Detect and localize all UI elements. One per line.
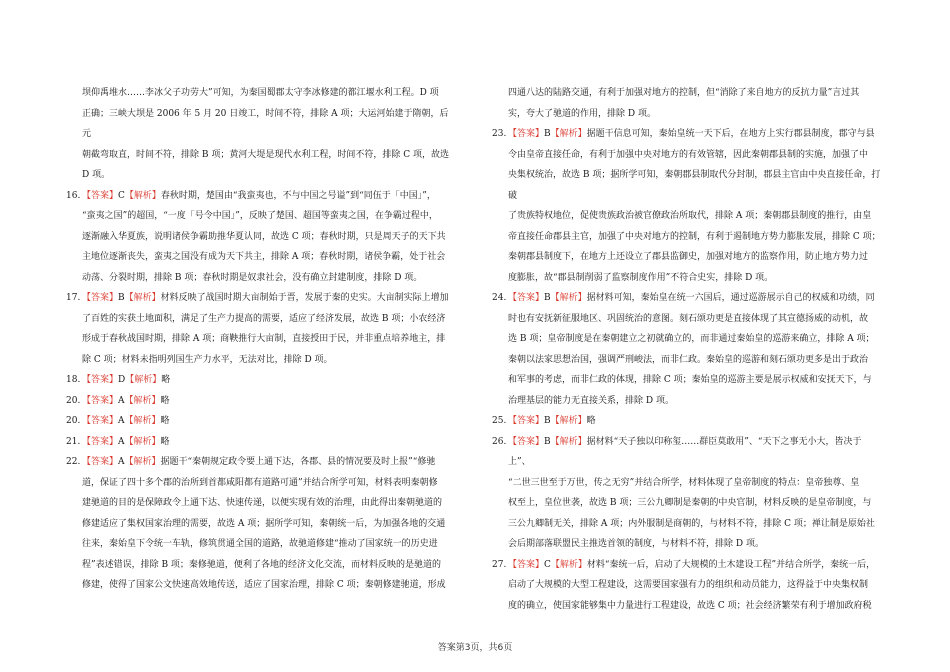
answer-line	[508, 514, 882, 535]
analysis-text: 和军事的考虑，而非仁政的体现，排除 C 项；秦始皇的巡游主要是展示权威和安抚天下，与	[508, 375, 872, 385]
answer-line	[508, 350, 882, 371]
analysis-label: 【解析】	[124, 395, 161, 406]
answer-item-body	[66, 432, 456, 453]
analysis-label: 【解析】	[550, 436, 587, 447]
answer-line	[508, 370, 882, 391]
answer-line	[508, 145, 882, 166]
question-number: 23.	[492, 129, 507, 139]
answer-line	[508, 329, 882, 350]
analysis-label: 【解析】	[124, 457, 161, 467]
analysis-text: 三公九卿制无关，排除 A 项；内外服制是商朝的，与材料不符，排除 C 项；禅让制是原始社	[508, 518, 875, 529]
answer-item-body	[492, 432, 882, 555]
answer-item	[66, 288, 456, 370]
question-number: 20.	[66, 416, 81, 426]
answer-line	[508, 268, 882, 289]
right-column	[492, 83, 882, 616]
answer-line	[492, 411, 882, 432]
answer-line	[82, 309, 456, 330]
analysis-text: 治理基层的能力无直接关系，排除 D 项。	[508, 395, 674, 406]
answer-letter: B	[544, 436, 551, 447]
answer-letter: B	[544, 129, 551, 139]
answer-label: 【答案】	[82, 293, 119, 303]
analysis-text: 修建，使得了国家公文快速高效地传送，适应了国家治理，排除 C 项；秦朝修建驰道，形成	[82, 580, 446, 590]
analysis-text: 材料反映了战国时期大亩制始于晋，发展于秦的史实。大亩制实际上增加	[160, 293, 449, 303]
answer-line	[82, 534, 456, 555]
analysis-text: 会后期部落联盟民主推选首领的制度，与材料不符，排除 D 项。	[508, 539, 764, 549]
answer-line	[82, 514, 456, 535]
answer-item-body	[492, 124, 882, 288]
continued-line: 朝截弯取直，时间不符，排除 B 项；黄河大堤是现代水利工程，时间不符，排除 C 项，故选	[82, 149, 449, 160]
analysis-text: 略	[160, 416, 170, 426]
analysis-text: 动荡、分裂时期，排除 B 项；春秋时期是奴隶社会，没有确立封建制度，排除 D 项。	[82, 272, 423, 283]
answer-line	[508, 206, 882, 227]
answer-item-body	[492, 411, 882, 432]
left-column	[66, 83, 456, 596]
answer-label: 【答案】	[82, 395, 119, 406]
answer-item	[492, 124, 882, 288]
question-number: 16.	[66, 190, 81, 201]
analysis-label: 【解析】	[124, 293, 161, 303]
question-number: 17.	[66, 293, 81, 303]
analysis-text: 程”表述错误，排除 B 项；秦修驰道，便利了各地的经济文化交流，而材料反映的是驰道的	[82, 559, 441, 570]
continued-line: 正确；三峡大坝是 2006 年 5 月 20 日竣工，时间不符，排除 A 项；大运河始建于隋朝，后元	[82, 108, 449, 139]
analysis-text: 选 B 项；皇帝制度是在秦朝建立之初就确立的，而非通过秦始皇的巡游来确立，排除 A 项；	[508, 334, 875, 344]
analysis-text: 度的确立，使国家能够集中力量进行工程建设，故选 C 项；社会经济繁荣有利于增加政府税	[508, 600, 872, 611]
answer-item	[66, 391, 456, 412]
analysis-text: 令由皇帝直接任命，有利于加强中央对地方的有效管辖，因此秦朝郡县制的实施，加强了中	[508, 149, 869, 160]
question-number: 20.	[66, 395, 81, 406]
answer-letter: A	[118, 416, 125, 426]
analysis-text: 略	[161, 375, 171, 385]
answer-item	[66, 411, 456, 432]
analysis-text: 据题干信息可知，秦始皇统一天下后，在地方上实行郡县制度，郡守与县	[586, 129, 875, 139]
answer-line	[492, 555, 882, 576]
answer-label: 【答案】	[82, 416, 119, 426]
analysis-text: 秦朝郡县制度下，在地方上还设立了郡县监御史，加强对地方的监察作用，防止地方势力过	[508, 252, 869, 262]
answer-line	[66, 370, 456, 391]
answer-item	[66, 432, 456, 453]
analysis-text: 形成于春秋战国时期，排除 A 项；商鞅推行大亩制，直接授田于民，并非重点培养地主，排	[82, 334, 446, 344]
answer-label: 【答案】	[508, 416, 545, 426]
analysis-text: “二世三世至于万世，传之无穷”并结合所学，材料体现了皇帝制度的特点：皇帝独尊、皇	[508, 477, 860, 488]
analysis-text: 了贵族特权地位，促使贵族政治被官僚政治所取代，排除 A 项；秦朝郡县制度的推行，由皇	[508, 211, 872, 221]
question-number: 21.	[66, 436, 81, 447]
answer-item-body	[66, 370, 456, 391]
analysis-text: 度膨胀，故“郡县制削弱了监察制度作用”不符合史实，排除 D 项。	[508, 272, 774, 283]
question-number: 26.	[492, 436, 507, 447]
analysis-text: 略	[586, 416, 596, 426]
continued-line: D 项。	[82, 170, 111, 180]
answer-line	[82, 268, 456, 289]
answer-label: 【答案】	[82, 457, 119, 467]
answer-item	[492, 432, 882, 555]
analysis-label: 【解析】	[124, 190, 161, 201]
answer-line	[508, 534, 882, 555]
answer-item-body	[66, 411, 456, 432]
analysis-text: 略	[160, 395, 170, 406]
answer-line	[508, 596, 882, 617]
answer-label: 【答案】	[82, 190, 119, 201]
page-footer: 答案第3页，共6页	[437, 643, 513, 653]
answer-item	[492, 288, 882, 411]
answer-letter: A	[118, 395, 125, 406]
answer-letter: C	[544, 559, 551, 570]
continued-line: 实，夸大了驰道的作用，排除 D 项。	[508, 108, 656, 119]
answer-letter: D	[118, 375, 126, 385]
answer-item	[66, 186, 456, 289]
continued-line: 四通八达的陆路交通，有利于加强对地方的控制，但“消除了来自地方的反抗力量”言过其	[508, 88, 860, 98]
answer-item	[66, 452, 456, 596]
answer-label: 【答案】	[508, 436, 545, 447]
answer-letter: C	[118, 190, 125, 201]
continued-line: 坝仰禹堆水……李冰父子功劳大”可知，为秦国蜀郡太守李冰修建的都江堰水利工程。D 项	[82, 88, 439, 98]
answer-line	[82, 206, 456, 227]
answer-line	[82, 329, 456, 350]
analysis-text: 时也有安抚新征服地区、巩固统治的意图。刻石颂功更是直接体现了其宣德扬威的动机，故	[508, 313, 869, 324]
question-number: 27.	[492, 559, 507, 570]
analysis-text: 建驰道的目的是保障政令上通下达、快速传递，以便实现有效的治理，由此得出秦朝驰道的	[82, 498, 443, 508]
answer-letter: B	[544, 416, 551, 426]
answer-line	[66, 186, 456, 207]
question-number: 22.	[66, 457, 81, 467]
answer-line	[82, 473, 456, 494]
answer-item	[66, 370, 456, 391]
answer-label: 【答案】	[508, 559, 545, 570]
answer-item-body	[66, 288, 456, 370]
analysis-text: 除 C 项；材料未指明列国生产力水平，无法对比，排除 D 项。	[82, 354, 333, 365]
answer-item-body	[492, 555, 882, 617]
question-number: 25.	[492, 416, 507, 426]
answer-line	[508, 247, 882, 268]
answer-line	[82, 227, 456, 248]
analysis-text: 权至上，皇位世袭，故选 B 项；三公九卿制是秦朝的中央官制，材料反映的是皇帝制度，与	[508, 498, 872, 508]
answer-label: 【答案】	[82, 375, 119, 385]
answer-item	[492, 411, 882, 432]
analysis-text: 往来，秦始皇下令统一车轨，修筑贯通全国的道路，故驰道修建“推动了国家统一的历史进	[82, 539, 438, 549]
answer-line	[66, 288, 456, 309]
analysis-text: 修建适应了集权国家治理的需要，故选 A 项；据所学可知，秦朝统一后，为加强各地的交通	[82, 518, 446, 529]
answer-line	[82, 247, 456, 268]
analysis-label: 【解析】	[550, 129, 587, 139]
answer-line	[508, 493, 882, 514]
answer-line	[492, 288, 882, 309]
answer-letter: B	[118, 293, 125, 303]
analysis-label: 【解析】	[550, 416, 587, 426]
analysis-text: 略	[160, 436, 170, 447]
analysis-text: 材料“秦统一后，启动了大规模的土木建设工程”并结合所学，秦统一后，	[586, 559, 876, 570]
answer-letter: B	[544, 293, 551, 303]
analysis-label: 【解析】	[124, 416, 161, 426]
question-number: 18.	[66, 375, 81, 385]
analysis-text: 逐渐融入华夏族，说明诸侯争霸助推华夏认同，故选 C 项；春秋时期，只是周天子的天下共	[82, 231, 446, 242]
answer-item-body	[492, 288, 882, 411]
answer-label: 【答案】	[82, 436, 119, 447]
answer-line	[66, 411, 456, 432]
answer-line	[82, 575, 456, 596]
analysis-text: 帝直接任命郡县主官，加强了中央对地方的控制，有利于遏制地方势力膨胀发展，排除 C 项；	[508, 231, 881, 242]
answer-item	[492, 555, 882, 617]
analysis-text: 据题干“秦朝规定政令要上通下达，各郡、县的情况要及时上报”“修驰	[160, 457, 436, 467]
analysis-text: 春秋时期，楚国由“我蛮夷也，不与中国之号谥”到“同伍于「中国」”，	[160, 190, 436, 201]
answer-letter: A	[118, 436, 125, 447]
answer-line	[66, 391, 456, 412]
analysis-label: 【解析】	[550, 559, 587, 570]
analysis-text: 秦朝以法家思想治国，强调严刑峻法，而非仁政。秦始皇的巡游和刻石颂功更多是出于政治	[508, 354, 869, 365]
answer-line	[508, 165, 882, 206]
answer-label: 【答案】	[508, 293, 545, 303]
answer-item-body	[66, 391, 456, 412]
analysis-text: 启动了大规模的大型工程建设，这需要国家强有力的组织和动员能力，这得益于中央集权制	[508, 580, 869, 590]
answer-line	[82, 555, 456, 576]
answer-item-body	[66, 452, 456, 596]
answer-label: 【答案】	[508, 129, 545, 139]
answer-line	[492, 432, 882, 473]
answer-line	[66, 452, 456, 473]
question-number: 24.	[492, 293, 507, 303]
answer-line	[508, 227, 882, 248]
answer-line	[66, 432, 456, 453]
answer-line	[82, 350, 456, 371]
analysis-text: “蛮夷之国”的超国，“一度「号令中国」”，反映了楚国、超国等蛮夷之国，在争霸过程中，	[82, 211, 438, 221]
analysis-label: 【解析】	[125, 375, 162, 385]
answer-line	[492, 124, 882, 145]
answer-line	[508, 575, 882, 596]
analysis-label: 【解析】	[550, 293, 587, 303]
analysis-text: 据材料可知，秦始皇在统一六国后，通过巡游展示自己的权威和功绩，同	[586, 293, 875, 303]
answer-line	[508, 473, 882, 494]
analysis-text: 道，保证了四十多个郡的治所到首都咸阳都有道路可通”并结合所学可知，材料表明秦朝修	[82, 477, 438, 488]
analysis-text: 了百姓的实获土地面积，满足了生产力提高的需要，适应了经济发展，故选 B 项；小农经济	[82, 313, 446, 324]
answer-letter: A	[118, 457, 125, 467]
answer-item-body	[66, 186, 456, 289]
analysis-text: 主地位逐渐丧失，蛮夷之国没有成为天下共主，排除 A 项；春秋时期，诸侯争霸，处于社会	[82, 252, 446, 262]
answer-line	[82, 493, 456, 514]
analysis-text: 据材料“天子独以印称玺……群臣莫敢用”、“天下之事无小大，皆决于上”、	[508, 436, 862, 467]
analysis-text: 央集权统治，故选 B 项；据所学可知，秦朝郡县制取代分封制，郡县主官由中央直接任命，打破	[508, 170, 881, 201]
answer-line	[508, 391, 882, 412]
answer-line	[508, 309, 882, 330]
analysis-label: 【解析】	[124, 436, 161, 447]
